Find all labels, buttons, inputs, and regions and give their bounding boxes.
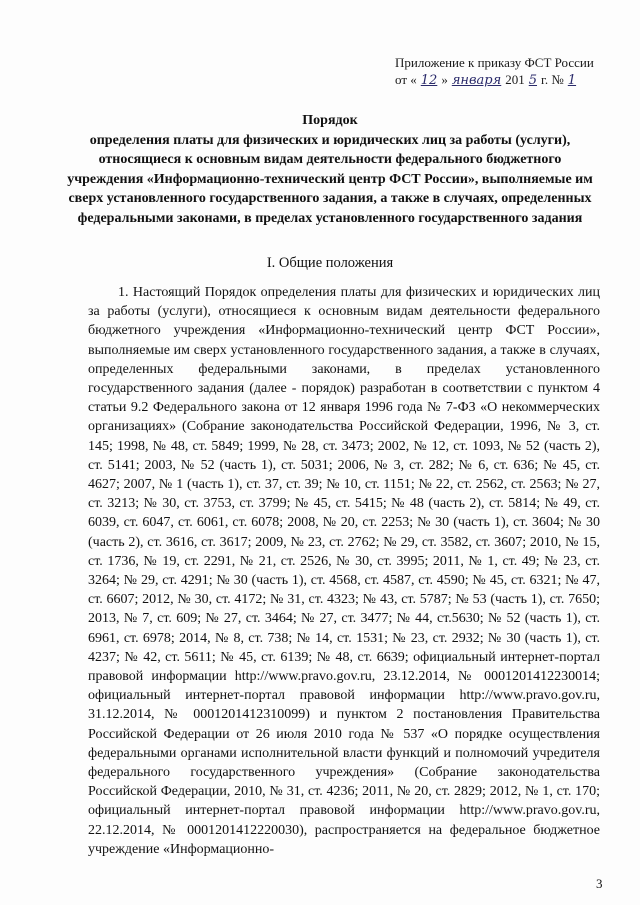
date-prefix: от « [395, 72, 417, 87]
handwritten-year-digit: 5 [528, 73, 538, 88]
date-close-quote: » [441, 72, 448, 87]
appendix-date-line [395, 71, 615, 89]
appendix-title: Приложение к приказу ФСТ России [395, 55, 594, 70]
page-number: 3 [596, 876, 603, 891]
title-line-1: Порядок [302, 113, 358, 128]
handwritten-month: января [451, 73, 502, 88]
appendix-header [395, 54, 615, 89]
section-heading: I. Общие положения [266, 255, 394, 271]
year-prefix: 201 [505, 72, 525, 87]
year-tail: г. № [541, 72, 564, 87]
document-body [88, 283, 600, 859]
handwritten-day: 12 [420, 73, 438, 88]
paragraph-1: 1. Настоящий Порядок определения платы для физических и юридических лиц за работы (услуги), относящиеся к основным видам деятельности федерального бюджетного учреждения «Информационно-технический центр ФСТ России», выполняемые им сверх установленного государственного задания, а также в случаях, определенных федеральными законами, в пределах установленного государственного задания (далее - порядок) разработан в соответствии с пунктом 4 статьи 9.2 Федерального закона от 12 января 1996 года № 7-ФЗ «О некоммерческих организациях» (Собрание законодательства Российской Федерации, 1996, № 3, ст. 145; 1998, № 48, ст. 5849; 1999, № 28, ст. 3473; 2002, № 12, ст. 1093, № 52 (часть 2), ст. 5141; 2003, № 52 (часть 1), ст. 5031; 2006, № 3, ст. 282; № 6, ст. 636; № 45, ст. 4627; 2007, № 1 (часть 1), ст. 37, ст. 39; № 10, ст. 1151; № 22, ст. 2562, ст. 2563; № 27, ст. 3213; № 30, ст. 3753, ст. 3799; № 45, ст. 5415; № 48 (часть 2), ст. 5814; № 49, ст. 6039, ст. 6047, ст. 6061, ст. 6078; 2008, № 20, ст. 2253; № 30 (часть 1), ст. 3604; № 30 (часть 2), ст. 3616, ст. 3617; 2009, № 23, ст. 2762; № 29, ст. 3582, ст. 3607; 2010, № 15, ст. 1736, № 19, ст. 2291, № 21, ст. 2526, № 30, ст. 3995; 2011, № 1, ст. 49; № 23, ст. 3264; № 29, ст. 4291; № 30 (часть 1), ст. 4568, ст. 4587, ст. 4590; № 45, ст. 6321; № 47, ст. 6607; 2012, № 30, ст. 4172; № 31, ст. 4323; № 43, ст. 5787; № 53 (часть 1), ст. 7650; 2013, № 7, ст. 609; № 27, ст. 3464; № 27, ст. 3477; № 44, ст.5630; № 52 (часть 1), ст. 6961, ст. 6978; 2014, № 8, ст. 738; № 14, ст. 1531; № 23, ст. 2932; № 30 (часть 1), ст. 4237; № 42, ст. 5611; № 45, ст. 6139; № 48, ст. 6639; официальный интернет-портал правовой информации http://www.pravo.gov.ru, 23.12.2014, № 0001201412230014; официальный интернет-портал правовой информации http://www.pravo.gov.ru, 31.12.2014, № 0001201412310099) и пунктом 2 постановления Правительства Российской Федерации от 26 июля 2010 года № 537 «О порядке осуществления федеральными органами исполнительной власти функций и полномочий учредителя федерального государственного учреждения» (Собрание законодательства Российской Федерации, 2010, № 31, ст. 4236; 2011, № 20, ст. 2829; 2012, № 1, ст. 170; официальный интернет-портал правовой информации http://www.pravo.gov.ru, 22.12.2014, № 0001201412220030), распространяется на федеральное бюджетное учреждение «Информационно- [88, 285, 600, 857]
document-title [60, 111, 600, 228]
title-rest: определения платы для физических и юридических лиц за работы (услуги), относящиеся к основным видам деятельности федерального бюджетного учреждения «Информационно-технический центр ФСТ России», выполняемые им сверх установленного государственного задания, а также в случаях, определенных федеральными законами, в пределах установленного государственного задания [67, 132, 593, 226]
handwritten-order-number: 1 [567, 73, 577, 88]
